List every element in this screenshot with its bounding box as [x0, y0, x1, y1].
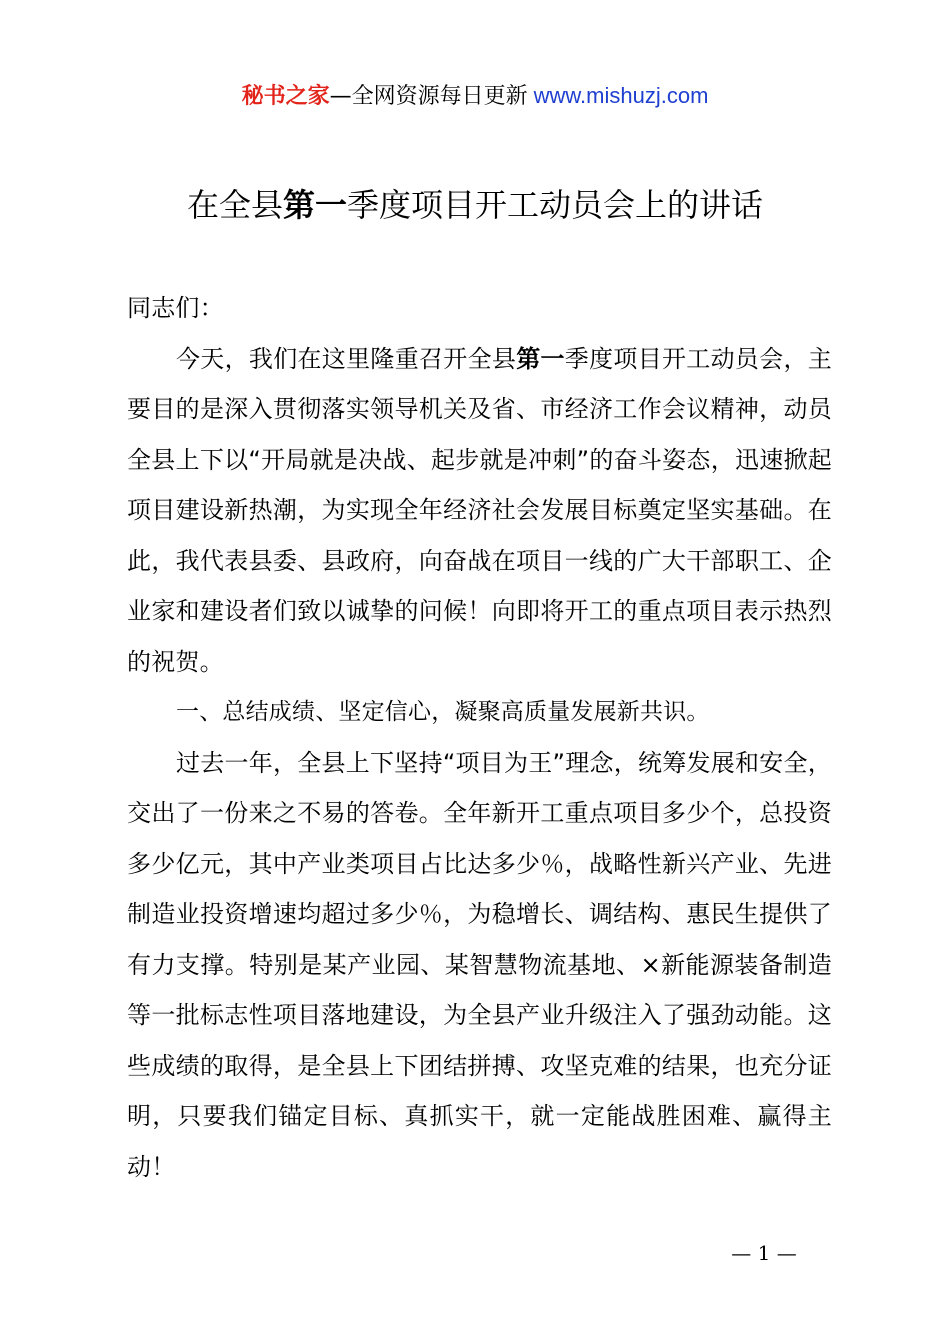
paragraph-opening-start: 今天，我们在这里隆重召开全县	[176, 344, 517, 373]
paragraph-opening-bold: 第一	[516, 344, 565, 373]
title-suffix: 季度项目开工动员会上的讲话	[347, 186, 764, 224]
site-header	[0, 80, 950, 113]
site-tagline: —全网资源每日更新	[329, 84, 528, 109]
salutation: 同志们：	[127, 294, 224, 322]
document-title	[0, 183, 950, 227]
paragraph-opening	[127, 334, 832, 688]
page-number: — 1 —	[731, 1241, 797, 1265]
section-heading: 一、总结成绩、坚定信心，凝聚高质量发展新共识。	[176, 699, 710, 725]
document-body	[127, 283, 832, 1192]
site-url: www.mishuzj.com	[533, 83, 709, 108]
paragraph-opening-rest: 季度项目开工动员会，主要目的是深入贯彻落实领导机关及省、市经济工作会议精神，动员全县上下以“开局就是决战、起步就是冲刺”的奋斗姿态，迅速掀起项目建设新热潮，为实现全年经济社会发展目标奠定坚实基础。在此，我代表县委、县政府，向奋战在项目一线的广大干部职工、企业家和建设者们致以诚挚的问候！向即将开工的重点项目表示热烈的祝贺。	[127, 344, 832, 676]
site-brand: 秘书之家	[241, 84, 330, 109]
title-bold: 第一	[282, 186, 347, 224]
paragraph-achievements: 过去一年，全县上下坚持“项目为王”理念，统筹发展和安全，交出了一份来之不易的答卷。全年新开工重点项目多少个，总投资多少亿元，其中产业类项目占比达多少％，战略性新兴产业、先进制造业投资增速均超过多少％，为稳增长、调结构、惠民生提供了有力支撑。特别是某产业园、某智慧物流基地、×新能源装备制造等一批标志性项目落地建设，为全县产业升级注入了强劲动能。这些成绩的取得，是全县上下团结拼搏、攻坚克难的结果，也充分证明，只要我们锚定目标、真抓实干，就一定能战胜困难、赢得主动！	[127, 748, 832, 1181]
title-prefix: 在全县	[186, 186, 283, 224]
